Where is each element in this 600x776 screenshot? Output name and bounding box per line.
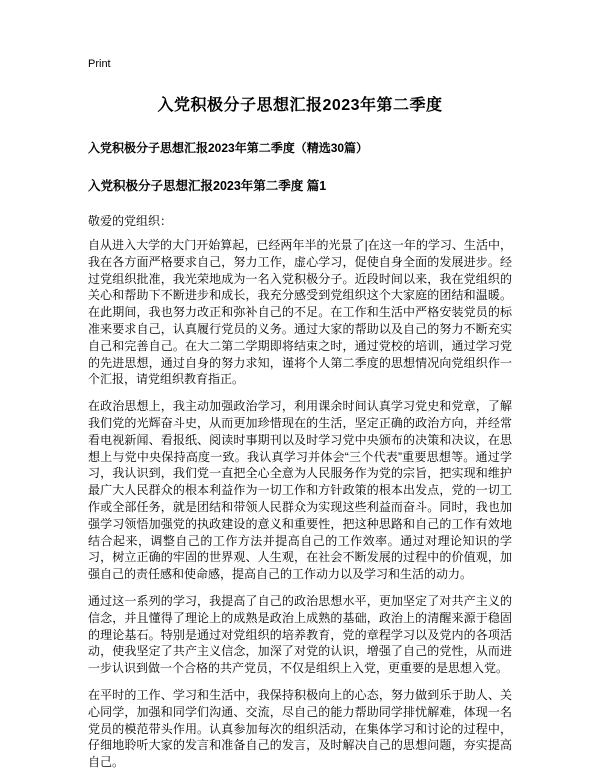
page-title: 入党积极分子思想汇报2023年第二季度 — [157, 97, 443, 114]
body-paragraph-4: 在平时的工作、学习和生活中，我保持积极向上的心态，努力做到乐于助人、关心同学，加强和同学们沟通、交流，尽自己的能力帮助同学排忧解难，体现一名党员的模范带头作用。认真参加每次的组织活动，在集体学习和讨论的过程中，仔细地聆听大家的发言和准备自己的发言，及时解决自己的思想问题，夯实提高自己。 — [88, 687, 512, 770]
body-paragraph-1: 自从进入大学的大门开始算起，已经两年半的光景了|在这一年的学习、生活中，我在各方面严格要求自己，努力工作，虚心学习，促使自身全面的发展进步。经过党组织批准，我光荣地成为一名入党积极分子。近段时间以来，我在党组织的关心和帮助下不断进步和成长，我充分感受到党组织这个大家庭的团结和温暖。在此期间，我也努力改正和弥补自己的不足。在工作和生活中严格安装党员的标准来要求自己，认真履行党员的义务。通过大家的帮助以及自己的努力不断充实自己和完善自己。在大二第二学期即将结束之时，通过党校的培训，通过学习党的先进思想，通过自身的努力求知，谨将个人第二季度的思想情况向党组织作一个汇报，请党组织教育指正。 — [88, 238, 512, 387]
section-heading: 入党积极分子思想汇报2023年第二季度 篇1 — [88, 179, 327, 193]
body-paragraph-3: 通过这一系列的学习，我提高了自己的政治思想水平，更加坚定了对共产主义的信念，并且懂得了理论上的成熟是政治上成熟的基础，政治上的清醒来源于稳固的理论基石。特别是通过对党组织的培养教育，党的章程学习以及党内的各项活动，使我坚定了共产主义信念，加深了对党的认识，增强了自己的党性，从而进一步认识到做一个合格的共产党员，不仅是组织上入党，更重要的是思想入党。 — [88, 593, 512, 676]
salutation: 敬爱的党组织： — [88, 214, 173, 228]
body-paragraph-2: 在政治思想上，我主动加强政治学习，利用课余时间认真学习党史和党章，了解我们党的光辉奋斗史，从而更加珍惜现在的生活，坚定正确的政治方向，并经常看电视新闻、看报纸、阅读时事期刊以及时学习党中央颁布的决策和决议，在思想上与党中央保持高度一致。我认真学习并体会“三个代表”重要思想等。通过学习，我认识到，我们党一直把全心全意为人民服务作为党的宗旨，把实现和维护最广大人民群众的根本利益作为一切工作和方针政策的根本出发点，党的一切工作或全部任务，就是团结和带领人民群众为实现这些利益而奋斗。同时，我也加强学习领悟加强党的执政建设的意义和重要性，把这种思路和自己的工作有效地结合起来，调整自己的工作方法并提高自己的工作效率。通过对理论知识的学习，树立正确的牢固的世界观、人生观，在社会不断发展的过程中的价值观，加强自己的责任感和使命感，提高自己的工作动力以及学习和生活的动力。 — [88, 399, 512, 582]
document-subtitle: 入党积极分子思想汇报2023年第二季度（精选30篇） — [88, 141, 369, 155]
print-button[interactable]: Print — [88, 58, 111, 70]
